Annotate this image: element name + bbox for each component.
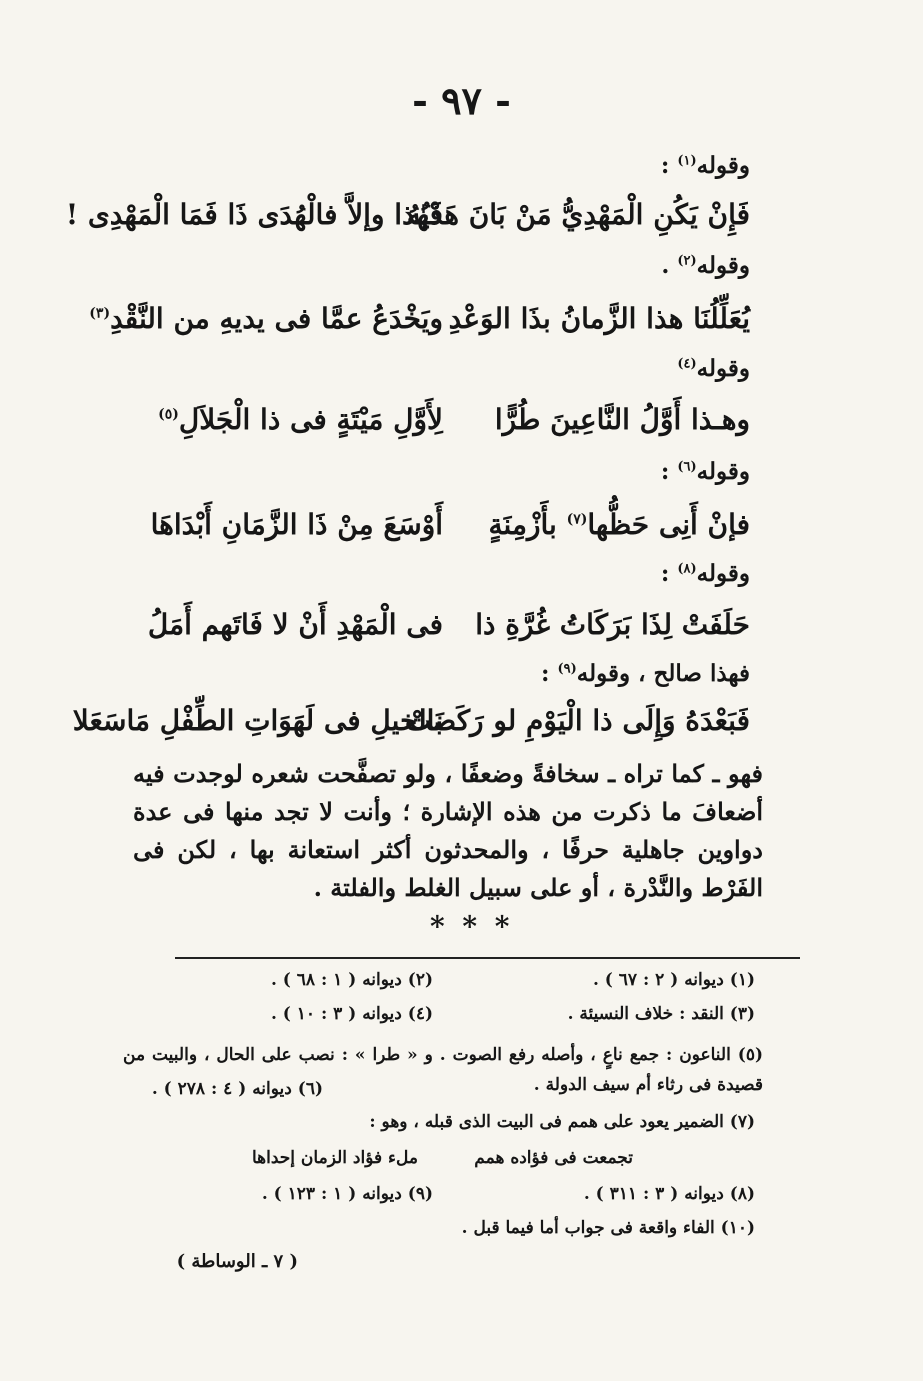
hemistich-text: فى الْمَهْدِ أَنْ لا فَاتَهم أَمَلُ [147,608,443,641]
verse-intro [661,152,750,179]
hemistich-text-tail: بأَزْمِنَةٍ [488,508,567,541]
footnote-ref: (٣) [89,305,111,322]
intro-text: وقوله [696,560,750,587]
intro-text: وقوله [696,355,750,382]
verse-hemistich-first: فَبَعْدَهُ وَإِلَى ذا الْيَوْمِ لو رَكَضَتْ [404,704,750,737]
intro-text: فهذا صالح ، وقوله [576,660,750,687]
footnote-ref: (١) [677,153,697,169]
hemistich-text: ويَخْدَعُ عمَّا فى يديهِ من النَّقْدِ [110,302,443,335]
intro-tail: : [660,560,678,587]
intro-tail: . [661,252,678,279]
footnote-7-verse-second: ملء فؤاد الزمان إحداها [251,1148,418,1168]
footnote-ref: (٤) [677,356,697,372]
verse-intro [677,355,750,382]
footnote-ref: (٢) [677,253,697,269]
verse-hemistich-second [66,198,443,231]
intro-text: وقوله [696,152,750,179]
footnote-5: (٥) الناعون : جمع ناعٍ ، وأصله رفع الصوت . و « طرا » : نصب على الحال ، والبيت من قصيدة فى رثاء أم سيف الدولة . [123,1045,763,1095]
hemistich-text: أَوْسَعَ مِنْ ذَا الزَّمَانِ أَبْدَاهَا [150,508,443,541]
hemistich-text: بالخيلِ فى لَهَوَاتِ الطِّفْلِ مَاسَعَلا [72,704,443,737]
section-divider-asterisks: * * * [430,910,514,943]
verse-hemistich-second [73,704,443,737]
verse-hemistich-second [89,302,443,335]
page-number: - ٩٧ - [412,78,511,123]
verse-hemistich-first: يُعَلِّلُنَا هذا الزَّمانُ بذَا الوَعْدِ [448,302,750,335]
footnote-3: (٣) النقد : خلاف النسيئة . [567,1004,755,1024]
footnote-4: (٤) ديوانه ( ٣ : ١٠ ) . [270,1004,433,1024]
footnote-10: (١٠) الفاء واقعة فى جواب أما فيما قبل . [461,1218,755,1238]
footnote-ref: (٥) [158,406,179,423]
intro-text: وقوله [696,252,750,279]
verse-hemistich-first: وهـذا أَوَّلُ النَّاعِينَ طُرًّا [494,403,750,436]
footnote-7-verse-first: تجمعت فى فؤاده همم [474,1148,633,1168]
verse-hemistich-first [489,508,750,541]
footnote-ref: (٨) [677,561,697,577]
footnote-separator [175,957,800,959]
intro-tail: : [540,660,558,687]
verse-intro [661,458,750,485]
signature-mark: ( ٧ ـ الوساطة ) [176,1251,298,1272]
intro-text: وقوله [696,458,750,485]
footnote-9: (٩) ديوانه ( ١ : ١٢٣ ) . [261,1184,433,1204]
footnote-ref: (٦) [677,459,697,475]
verse-hemistich-second [148,608,443,641]
footnote-ref: (٧) [566,511,588,528]
verse-intro [661,252,750,279]
verse-hemistich-first: حَلَفَتْ لِذَا بَرَكَاتُ غُرَّةِ ذا [475,608,750,641]
hemistich-text: لِأَوَّلِ مَيْتَةٍ فى ذا الْجَلاَلِ [178,403,443,436]
verse-hemistich-second [151,508,443,541]
verse-intro [541,660,750,687]
footnote-2: (٢) ديوانه ( ١ : ٦٨ ) . [270,970,433,990]
intro-tail: : [660,458,678,485]
footnote-7: (٧) الضمير يعود على همم فى البيت الذى قبله ، وهو : [369,1112,755,1132]
intro-tail: : [660,152,678,179]
footnote-1: (١) ديوانه ( ٢ : ٦٧ ) . [592,970,755,990]
footnote-8: (٨) ديوانه ( ٣ : ٣١١ ) . [583,1184,755,1204]
verse-hemistich-first: فَإِنْ يَكُنِ الْمَهْدِيُّ مَنْ بَانَ هَدْيُهُ [406,198,750,231]
prose-paragraph: فهو ـ كما تراه ـ سخافةً وضعفًا ، ولو تصفَّحت شعره لوجدت فيه أضعافَ ما ذكرت من هذه الإشارة ؛ وأنت لا تجد منها فى عدة دواوين جاهلية حرفًا ، والمحدثون أكثر استعانة بها ، لكن فى الفَرْط والنَّدْرة ، أو على سبيل الغلط والفلتة . [133,759,763,902]
verse-hemistich-second [158,403,443,436]
hemistich-text: فَهٰذا وإلاَّ فالْهُدَى ذَا فَمَا الْمَهْدِى ! [65,198,443,231]
verse-intro [661,560,750,587]
hemistich-text: فإنْ أَنِى حَظُّها [587,508,750,541]
footnote-6: (٦) ديوانه ( ٤ : ٢٧٨ ) . [151,1079,323,1099]
footnote-ref: (٩) [557,661,577,677]
